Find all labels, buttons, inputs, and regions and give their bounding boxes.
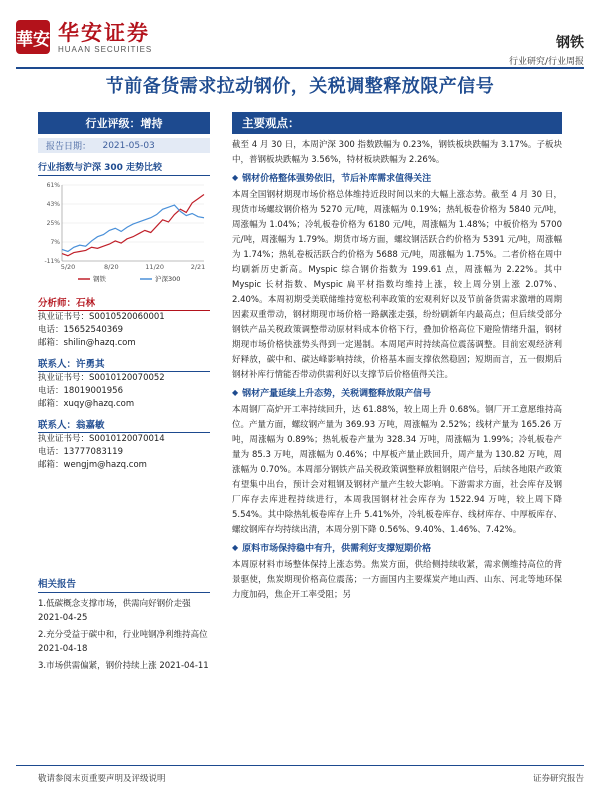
related-item[interactable]: 3.市场供需偏紧，钢价持续上涨 2021-04-11 bbox=[38, 661, 209, 671]
footer-divider bbox=[16, 765, 584, 766]
cert-number: S0010520060001 bbox=[89, 312, 165, 322]
analyst-block bbox=[38, 295, 210, 350]
analyst-block bbox=[38, 356, 210, 411]
email-address[interactable]: shilin@hazq.com bbox=[63, 338, 136, 348]
phone-number: 18019001956 bbox=[63, 386, 124, 396]
company-logo bbox=[16, 20, 152, 54]
logo-cn: 华安证券 bbox=[58, 19, 150, 45]
analyst-role bbox=[38, 417, 210, 433]
analyst-name: 许勇其 bbox=[76, 359, 105, 370]
x-tick-label: 2/21 bbox=[190, 263, 206, 271]
related-title: 相关报告 bbox=[38, 576, 210, 593]
footer-disclaimer[interactable]: 敬请参阅末页重要声明及评级说明 bbox=[38, 774, 166, 784]
email-address[interactable]: wengjm@hazq.com bbox=[63, 460, 147, 470]
email-label: 邮箱： bbox=[38, 460, 64, 470]
phone-label: 电话： bbox=[38, 325, 64, 335]
analyst-cert bbox=[38, 433, 210, 446]
rating-label: 行业评级： bbox=[85, 117, 141, 130]
chart-title: 行业指数与沪深 300 走势比较 bbox=[38, 160, 210, 176]
analyst-phone bbox=[38, 385, 210, 398]
chart-svg bbox=[38, 179, 210, 289]
diamond-icon: ◆ bbox=[232, 388, 239, 397]
x-tick-label: 11/20 bbox=[145, 263, 165, 271]
subheading-3 bbox=[232, 541, 562, 554]
cert-label: 执业证书号： bbox=[38, 434, 90, 444]
main-content bbox=[232, 112, 562, 603]
paragraph-1: 截至 4 月 30 日，本周沪深 300 指数跌幅为 0.23%，钢铁板块跌幅为 3.17%。子板块中，普钢板块跌幅为 3.56%，特材板块跌幅为 2.26%。 bbox=[232, 140, 562, 165]
y-tick-label: 43% bbox=[46, 201, 60, 208]
series-line bbox=[62, 205, 204, 251]
main-heading: 主要观点： bbox=[232, 112, 562, 134]
phone-label: 电话： bbox=[38, 447, 64, 457]
report-type: 行业研究/行业周报 bbox=[508, 57, 584, 67]
subheading-text: 钢材产量延续上升态势，关税调整释放限产信号 bbox=[242, 389, 432, 399]
y-tick-label: 7% bbox=[50, 239, 60, 246]
analyst-role-label: 联系人： bbox=[38, 359, 77, 370]
analyst-block bbox=[38, 417, 210, 472]
logo-en: HUAAN SECURITIES bbox=[58, 44, 153, 54]
email-label: 邮箱： bbox=[38, 338, 64, 348]
analyst-cert bbox=[38, 311, 210, 324]
analyst-name: 翁嘉敏 bbox=[76, 420, 105, 431]
header-divider bbox=[16, 67, 584, 69]
analyst-phone bbox=[38, 446, 210, 459]
sector-label: 钢铁 bbox=[556, 35, 584, 51]
logo-seal bbox=[16, 20, 50, 54]
legend-label: 沪深300 bbox=[155, 275, 181, 283]
x-tick-label: 8/20 bbox=[104, 263, 119, 271]
rating-box bbox=[38, 112, 210, 134]
paragraph-4: 本周原材料市场整体保持上涨态势。焦炭方面，供给侧持续收紧，需求侧维持高位的背景驱使，焦炭期现价格高位震荡；一方面国内主要煤炭产地山西、山东、河北等地环保力度加码，焦企开工率受阻；另 bbox=[232, 560, 562, 600]
y-tick-label: 61% bbox=[46, 182, 60, 189]
logo-seal-text: 華安 bbox=[16, 29, 50, 50]
analyst-email bbox=[38, 459, 210, 472]
cert-label: 执业证书号： bbox=[38, 312, 90, 322]
analyst-role-label: 联系人： bbox=[38, 420, 77, 431]
analyst-role-label: 分析师： bbox=[38, 298, 77, 309]
email-address[interactable]: xuqy@hazq.com bbox=[63, 399, 135, 409]
series-line bbox=[62, 195, 204, 256]
cert-number: S0010120070052 bbox=[89, 373, 165, 383]
analyst-role bbox=[38, 295, 210, 311]
y-tick-label: -11% bbox=[44, 258, 60, 265]
subheading-1 bbox=[232, 171, 562, 184]
date-label: 报告日期： bbox=[46, 142, 92, 152]
footer-label: 证券研究报告 bbox=[532, 774, 584, 784]
related-item[interactable]: 1.低碳概念支撑市场，供需向好钢价走强 2021-04-25 bbox=[38, 599, 191, 623]
cert-number: S0010120070014 bbox=[89, 434, 165, 444]
phone-number: 13777083119 bbox=[63, 447, 124, 457]
analyst-name: 石林 bbox=[76, 298, 96, 309]
email-label: 邮箱： bbox=[38, 399, 64, 409]
report-title: 节前备货需求拉动钢价，关税调整释放限产信号 bbox=[105, 76, 495, 97]
analyst-role bbox=[38, 356, 210, 372]
analyst-email bbox=[38, 398, 210, 411]
subheading-2 bbox=[232, 386, 562, 399]
analyst-cert bbox=[38, 372, 210, 385]
report-date bbox=[38, 138, 210, 153]
analyst-email bbox=[38, 337, 210, 350]
sidebar bbox=[38, 112, 210, 472]
index-chart bbox=[38, 179, 210, 289]
analyst-phone bbox=[38, 324, 210, 337]
legend-label: 钢铁 bbox=[93, 275, 106, 283]
subheading-text: 钢材价格整体强势依旧，节后补库需求值得关注 bbox=[242, 174, 432, 184]
paragraph-2: 本周全国钢材期现市场价格总体维持近段时间以来的大幅上涨态势。截至 4 月 30 日，现货市场螺纹钢价格为 5270 元/吨，周涨幅为 0.19%；热轧板卷价格为 5840 元/吨，周涨幅为 1.04%；冷轧板卷价格为 6180 元/吨，周涨幅为 1.48%；中板价格为 5700 元/吨，周涨幅为 1.79%。期货市场方面，螺纹钢活跃合约价格为 5391 元/吨，周涨幅为 1.74%；热轧卷板活跃合约价格为 5688 元/吨，周涨幅为 1.75%。二者价格在周中均刷新历史新高。Myspic 综合钢价指数为 199.61 点，周涨幅为 2.22%。其中 Myspic 长材指数、Myspic 扁平材指数均维持上涨，较上周分别上涨 2.07%、2.40%。本周初期受美联储维持宽松利率政策的宏观利好以及节前备货需求激增的周期因素双重带动，钢材期现市场价格一路飙涨走强，纷纷刷新年内最高点；但后续受部分钢铁产品关税政策调整带动原材料成本价格下行，叠加价格高位下避险情绪升温，钢材期现市场价格快涨势头得到一定遏制。本周尾声时持续高位震荡调整。目前宏观经济利好释放，碳中和、碳达峰影响持续，价格基本面支撑依然稳固；短期而言，五一假期后钢材补库行情能否带动供需利好以支撑节后价格值得关注。 bbox=[232, 190, 562, 380]
paragraph-3: 本周钢厂高炉开工率持续回升，达 61.88%，较上周上升 0.68%。钢厂开工意愿维持高位。产量方面，螺纹钢产量为 369.93 万吨，周涨幅为 2.52%；线材产量为 165.26 万吨，周涨幅为 0.89%；热轧板卷产量为 328.34 万吨，周涨幅为 1.99%；冷轧板卷产量为 85.3 万吨，周涨幅为 0.46%；中厚板产量止跌回升，周产量为 130.82 万吨，周涨幅为 0.70%。本周部分钢铁产品关税政策调整释放粗钢限产信号，后续各地限产政策有望集中出台，预计会对粗钢及钢材产量产生较大影响。下游需求方面，社会库存及钢厂库存去库进程持续进行，本周我国钢材社会库存为 1522.94 万吨，较上周下降 5.54%。其中除热轧板卷库存上升 5.41%外，冷轧板卷库存、线材库存、中厚板库存、螺纹钢库存均持续出清，本周分别下降 0.56%、9.40%、1.46%、7.42%。 bbox=[232, 405, 562, 535]
related-reports bbox=[38, 576, 210, 676]
rating-value: 增持 bbox=[140, 117, 163, 130]
x-tick-label: 5/20 bbox=[60, 263, 76, 271]
phone-label: 电话： bbox=[38, 386, 64, 396]
y-tick-label: 25% bbox=[46, 220, 60, 227]
phone-number: 15652540369 bbox=[63, 325, 124, 335]
cert-label: 执业证书号： bbox=[38, 373, 90, 383]
related-item[interactable]: 2.充分受益于碳中和，行业吨钢净利维持高位 2021-04-18 bbox=[38, 630, 208, 654]
date-value: 2021-05-03 bbox=[102, 140, 155, 151]
subheading-text: 原料市场保持稳中有升，供需利好支撑短期价格 bbox=[242, 544, 432, 554]
diamond-icon: ◆ bbox=[232, 173, 239, 182]
diamond-icon: ◆ bbox=[232, 543, 239, 552]
